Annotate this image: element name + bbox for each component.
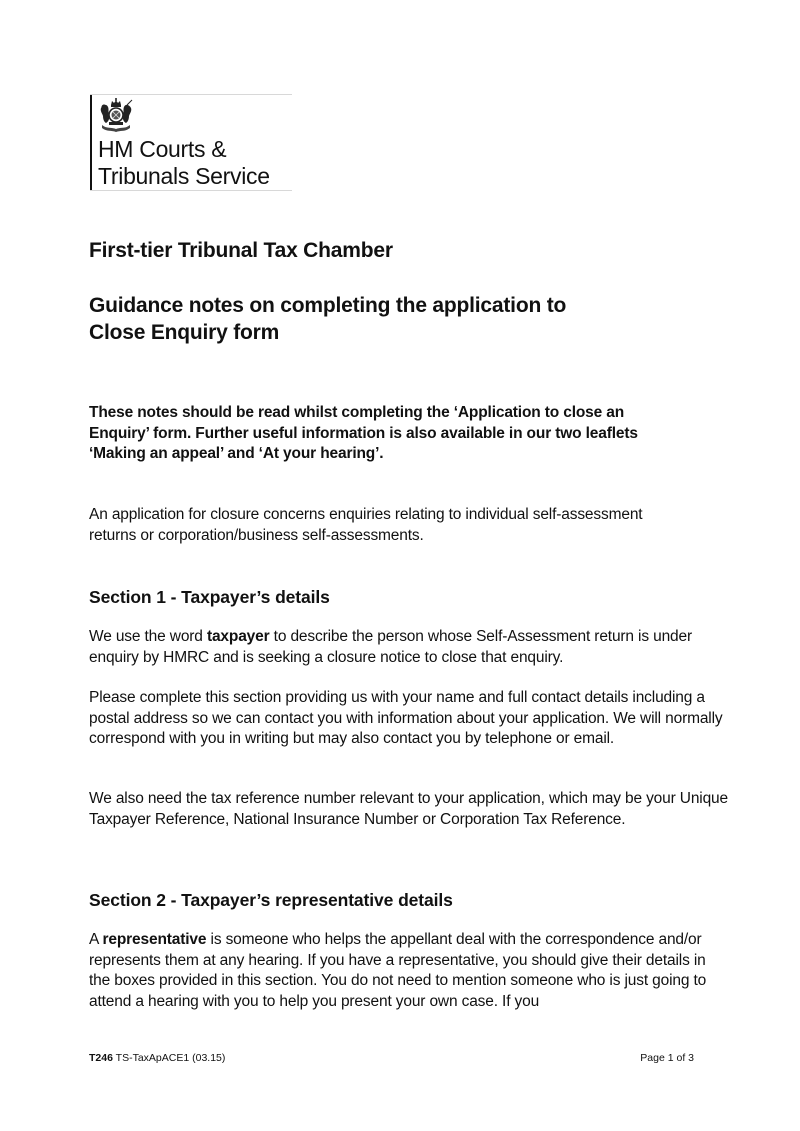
section-2-heading: Section 2 - Taxpayer’s representative details	[89, 890, 453, 910]
guidance-title-line-2: Close Enquiry form	[89, 321, 280, 344]
form-code: T246	[89, 1052, 113, 1064]
footer-form-reference	[89, 1052, 225, 1065]
logo-top-rule	[90, 94, 292, 95]
term-representative: representative	[102, 931, 207, 948]
logo-line-2: Tribunals Service	[98, 163, 270, 189]
chamber-title: First-tier Tribunal Tax Chamber	[89, 239, 393, 262]
text-run: is someone who helps the appellant deal with the correspondence and/or represents them at any hearing. If you have a representative, you should give their details in the boxes provided in this section. You do not need to mention someone who is just going to attend a hearing with you to help you present your own case. If you	[89, 931, 707, 1010]
footer-page-number: Page 1 of 3	[640, 1052, 694, 1064]
text-run: A	[89, 931, 103, 948]
section-1-paragraph-3: We also need the tax reference number relevant to your application, which may be your Unique Taxpayer Reference, National Insurance Number or Corporation Tax Reference.	[89, 790, 729, 828]
guidance-title	[89, 292, 709, 346]
section-1-paragraph-1	[89, 627, 704, 668]
text-run: to describe the person whose Self-Assessment return is under enquiry by HMRC and is seeking a closure notice to close that enquiry.	[89, 628, 692, 666]
logo-vertical-bar	[90, 95, 92, 190]
hmcts-logo	[90, 94, 292, 190]
section-1-heading: Section 1 - Taxpayer’s details	[89, 587, 330, 607]
intro-note: These notes should be read whilst completing the ‘Application to close an Enquiry’ form. Further useful information is also available in our two leaflets ‘Making an appeal’ and ‘At your hearing’.	[89, 404, 638, 462]
text-run: We use the word	[89, 628, 207, 645]
guidance-title-line-1: Guidance notes on completing the application to	[89, 294, 567, 317]
logo-line-1: HM Courts &	[98, 136, 227, 162]
logo-wordmark	[98, 136, 270, 190]
section-1-paragraph-2: Please complete this section providing us with your name and full contact details including a postal address so we can contact you with information about your application. We will normally correspond with you in writing but may also contact you by telephone or email.	[89, 689, 723, 747]
logo-bottom-rule	[90, 190, 292, 191]
section-2-paragraph-1	[89, 930, 719, 1012]
royal-coat-of-arms-icon	[99, 98, 133, 134]
closure-paragraph: An application for closure concerns enquiries relating to individual self-assessment returns or corporation/business self-assessments.	[89, 506, 643, 544]
term-taxpayer: taxpayer	[206, 628, 270, 645]
form-ref: TS-TaxApACE1 (03.15)	[112, 1052, 226, 1064]
